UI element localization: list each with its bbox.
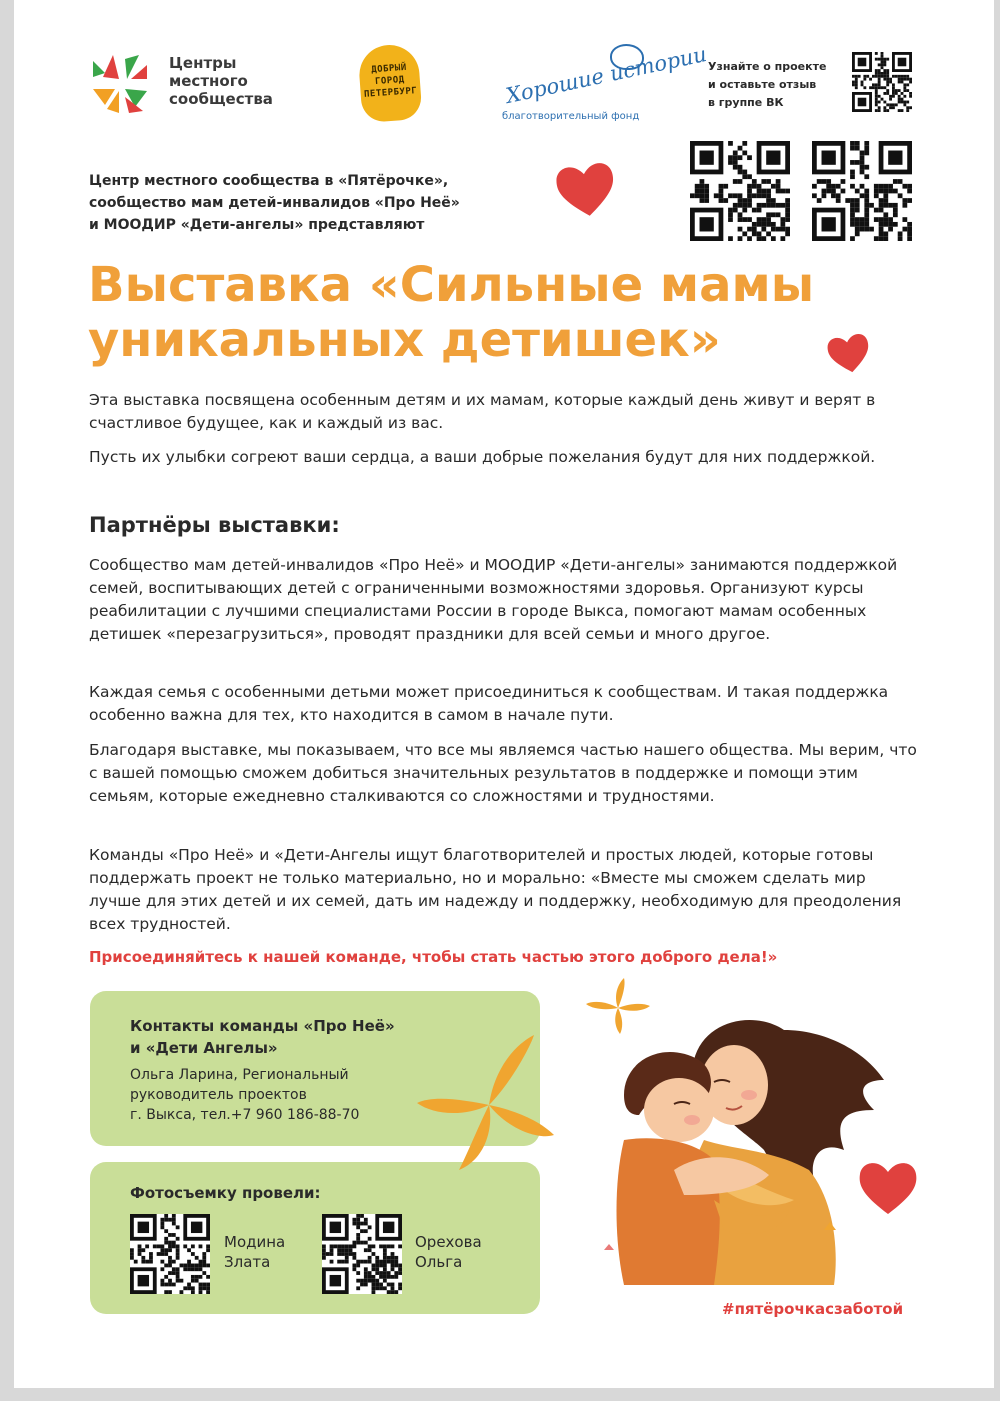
vk-line-1: Узнайте о проекте bbox=[708, 60, 827, 73]
paragraph-3 bbox=[89, 554, 919, 646]
qr-code-right[interactable] bbox=[812, 141, 912, 241]
photographer-1-line-1: Модина bbox=[224, 1233, 286, 1251]
paragraph-5-text: Благодаря выставке, мы показываем, что все мы являемся частью нашего общества. Мы верим, что с вашей помощью сможем добиться значительных результатов в поддержке и помощи этим семьям, которые ежедневно сталкиваются со сложностями и трудностями. bbox=[89, 741, 917, 805]
heart-icon bbox=[554, 160, 618, 218]
paragraph-4-text: Каждая семья с особенными детьми может присоединиться к сообществам. И такая поддержка особенно важна для тех, кто находится в самом в начале пути. bbox=[89, 683, 889, 724]
contacts-phone[interactable]: г. Выкса, тел.+7 960 186-88-70 bbox=[130, 1107, 360, 1123]
mother-child-illustration bbox=[584, 1000, 914, 1290]
paragraph-6-text: Команды «Про Неё» и «Дети-Ангелы ищут благотворителей и простых людей, которые готовы поддержать проект не только материально, но и морально: «Вместе мы сможем сделать мир лучше для этих детей и их семей, дать им надежду и поддержку, необходимую для преодоления всех трудностей. bbox=[89, 846, 902, 933]
vk-line-3: в группе ВК bbox=[708, 96, 784, 109]
photographer-1-line-2: Злата bbox=[224, 1253, 271, 1271]
dobry-gorod-logo bbox=[357, 43, 422, 123]
vk-group-qr-code[interactable] bbox=[852, 52, 912, 112]
community-centers-logo-icon bbox=[89, 53, 151, 115]
partners-heading: Партнёры выставки: bbox=[89, 513, 340, 537]
paragraph-2-text: Пусть их улыбки согреют ваши сердца, а ваши добрые пожелания будут для них поддержкой. bbox=[89, 448, 876, 466]
photographer-2-name bbox=[415, 1232, 482, 1272]
photographer-2-line-2: Ольга bbox=[415, 1253, 463, 1271]
hashtag[interactable]: #пятёрочкасзаботой bbox=[722, 1300, 904, 1318]
dgp-line-2: ГОРОД bbox=[374, 74, 405, 88]
photographers-card bbox=[90, 1162, 540, 1314]
contacts-title-line-1: Контакты команды «Про Неё» bbox=[130, 1017, 395, 1035]
paragraph-4 bbox=[89, 681, 919, 727]
page-title bbox=[88, 258, 814, 368]
ccm-line-1: Центры bbox=[169, 54, 237, 72]
photographer-2-line-1: Орехова bbox=[415, 1233, 482, 1251]
contacts-title bbox=[130, 1015, 395, 1059]
qr-code-left[interactable] bbox=[690, 141, 790, 241]
illustration-heart-icon bbox=[856, 1158, 920, 1216]
paragraph-3-text: Сообщество мам детей-инвалидов «Про Неё» и МООДИР «Дети-ангелы» занимаются поддержкой семей, воспитывающих детей с ограниченными возможностями здоровья. Организуют курсы реабилитации с лучшими специалистами России в городе Выкса, помогают мамам особенных детишек «перезагрузиться», проводят праздники для всей семьи и много другое. bbox=[89, 556, 898, 643]
call-to-action: Присоединяйтесь к нашей команде, чтобы стать частью этого доброго дела!» bbox=[89, 948, 778, 966]
title-line-2: уникальных детишек» bbox=[88, 312, 721, 368]
paragraph-2 bbox=[89, 446, 919, 469]
good-stories-logo-subtitle: благотворительный фонд bbox=[502, 111, 640, 122]
ccm-line-3: сообщества bbox=[169, 90, 273, 108]
good-stories-logo-title: Хорошие истории bbox=[503, 41, 709, 109]
community-centers-logo-text bbox=[169, 54, 273, 108]
paragraph-5 bbox=[89, 739, 919, 808]
contacts-line-2: руководитель проектов bbox=[130, 1087, 307, 1103]
paragraph-1 bbox=[89, 389, 919, 435]
paragraph-1-text: Эта выставка посвящена особенным детям и их мамам, которые каждый день живут и верят в счастливое будущее, как и каждый из вас. bbox=[89, 391, 876, 432]
dgp-line-3: ПЕТЕРБУРГ bbox=[363, 86, 418, 100]
flower-icon bbox=[414, 1030, 564, 1180]
intro-line-3: и МООДИР «Дети-ангелы» представляют bbox=[89, 217, 425, 233]
photographer-2-qr-code[interactable] bbox=[322, 1214, 402, 1294]
ccm-line-2: местного bbox=[169, 72, 248, 90]
vk-invite-text bbox=[708, 58, 826, 112]
poster-page bbox=[14, 0, 994, 1388]
contacts-line-1: Ольга Ларина, Региональный bbox=[130, 1067, 349, 1083]
contacts-title-line-2: и «Дети Ангелы» bbox=[130, 1039, 278, 1057]
paragraph-6 bbox=[89, 844, 919, 936]
contacts-text bbox=[130, 1065, 359, 1125]
photographer-1-name bbox=[224, 1232, 285, 1272]
title-heart-icon bbox=[826, 332, 872, 374]
intro-line-1: Центр местного сообщества в «Пятёрочке», bbox=[89, 173, 449, 189]
title-line-1: Выставка «Сильные мамы bbox=[88, 257, 815, 313]
dgp-line-1: ДОБРЫЙ bbox=[370, 62, 408, 76]
vk-line-2: и оставьте отзыв bbox=[708, 78, 817, 91]
intro-text bbox=[89, 170, 460, 236]
intro-line-2: сообщество мам детей-инвалидов «Про Неё» bbox=[89, 195, 460, 211]
photographer-1-qr-code[interactable] bbox=[130, 1214, 210, 1294]
photographers-title: Фотосъемку провели: bbox=[130, 1184, 321, 1202]
